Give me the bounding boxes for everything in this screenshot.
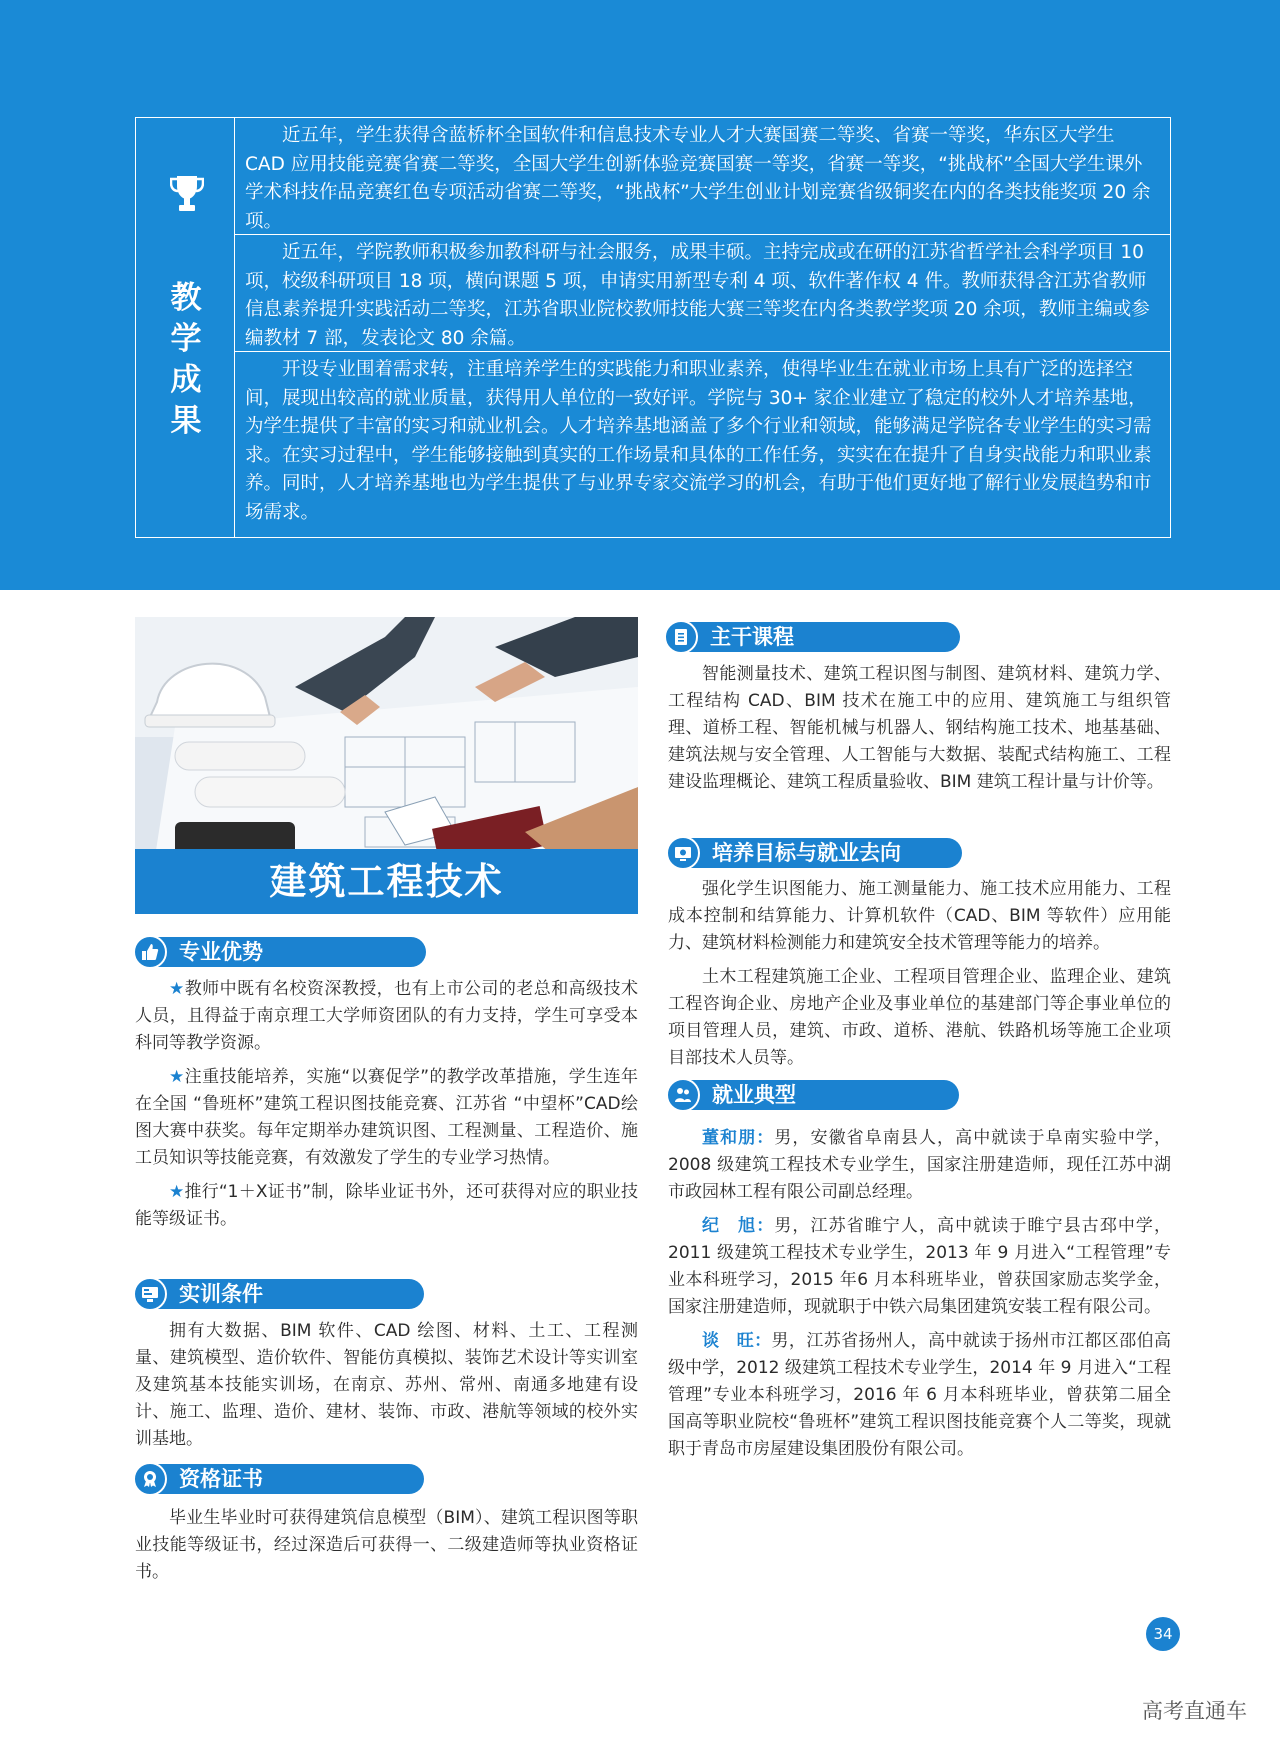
goals-body [668, 876, 1171, 1072]
achievements-rows [235, 118, 1170, 537]
goals-paragraph-abilities: 强化学生识图能力、施工测量能力、施工技术应用能力、工程成本控制和结算能力、计算机软件（CAD、BIM 等软件）应用能力、建筑材料检测能力和建筑安全技术管理等能力的培养。 [668, 879, 1171, 953]
achievements-title-char: 教 [170, 280, 202, 316]
achievements-title-char: 成 [170, 362, 202, 398]
employment-person: 谈 旺：男，江苏省扬州人，高中就读于扬州市江都区邵伯高级中学，2012 级建筑工程技术专业学生，2014 年 9 月进入“工程管理”专业本科班学习，2016 年 6 月本科班毕业，曾获第二届全国高等职业院校“鲁班杯”建筑工程识图技能竞赛个人二等奖，现就职于青岛市房屋建设集团股份有限公司。 [668, 1331, 1172, 1459]
section-title-advantages: 专业优势 [179, 940, 263, 964]
watermark-text: 高考直通车 [1142, 1699, 1247, 1723]
achievements-title-char: 果 [170, 403, 202, 439]
page-number: 34 [1146, 1617, 1180, 1651]
goals-paragraph-employment: 土木工程建筑施工企业、工程项目管理企业、监理企业、建筑工程咨询企业、房地产企业及事业单位的基建部门等企事业单位的项目管理人员，建筑、市政、道桥、港航、铁路机场等施工企业项目部技术人员等。 [668, 967, 1171, 1068]
achievement-row-teachers: 近五年，学院教师积极参加教科研与社会服务，成果丰硕。主持完成或在研的江苏省哲学社会科学项目 10 项，校级科研项目 18 项，横向课题 5 项，申请实用新型专利 4 项、软件著作权 4 件。教师获得含江苏省教师信息素养提升实践活动二等奖，江苏省职业院校教师技能大赛三等奖在内各类教学奖项 20 余项，教师主编或参编教材 7 部，发表论文 80 余篇。 [235, 235, 1170, 352]
advantage-item: ★推行“1＋X证书”制，除毕业证书外，还可获得对应的职业技能等级证书。 [135, 1182, 638, 1229]
book-icon [664, 620, 698, 654]
advantage-item: ★注重技能培养，实施“以赛促学”的教学改革措施，学生连年在全国 “鲁班杯”建筑工程识图技能竞赛、江苏省 “中望杯”CAD绘图大赛中获奖。每年定期举办建筑识图、工程测量、工程造价、施工员知识等技能竞赛，有效激发了学生的专业学习热情。 [135, 1067, 638, 1168]
employment-body [668, 1125, 1171, 1463]
thumbs-up-icon [133, 935, 167, 969]
section-header-certificates [135, 1464, 424, 1494]
achievements-table [135, 117, 1171, 538]
training-body: 拥有大数据、BIM 软件、CAD 绘图、材料、土工、工程测量、建筑模型、造价软件、智能仿真模拟、装饰艺术设计等实训室及建筑基本技能实训场，在南京、苏州、常州、南通多地建有设计、施工、监理、造价、建材、装饰、市政、港航等领域的校外实训基地。 [135, 1321, 638, 1449]
section-header-goals [668, 838, 962, 868]
achievements-title [158, 278, 214, 442]
section-title-courses: 主干课程 [710, 625, 794, 649]
award-badge-icon [133, 1462, 167, 1496]
section-title-employment: 就业典型 [712, 1083, 796, 1107]
achievements-title-char: 学 [170, 321, 202, 357]
trophy-icon [170, 174, 204, 214]
section-title-certificates: 资格证书 [179, 1467, 263, 1491]
major-title: 建筑工程技术 [135, 849, 638, 914]
section-header-courses [666, 622, 960, 652]
target-screen-icon [666, 836, 700, 870]
advantages-body [135, 976, 638, 1233]
people-icon [666, 1078, 700, 1112]
section-title-goals: 培养目标与就业去向 [712, 841, 901, 865]
employment-person: 纪 旭：男，江苏省睢宁人，高中就读于睢宁县古邳中学，2011 级建筑工程技术专业学生，2013 年 9 月进入“工程管理”专业本科班学习，2015 年6 月本科班毕业，曾获国家励志奖学金，国家注册建造师，现就职于中铁六局集团建筑安装工程有限公司。 [668, 1216, 1172, 1317]
advantage-item: ★教师中既有名校资深教授，也有上市公司的老总和高级技术人员，且得益于南京理工大学师资团队的有力支持，学生可享受本科同等教学资源。 [135, 979, 638, 1053]
section-header-training [135, 1279, 424, 1309]
section-header-employment [668, 1080, 959, 1110]
courses-body: 智能测量技术、建筑工程识图与制图、建筑材料、建筑力学、工程结构 CAD、BIM 技术在施工中的应用、建筑施工与组织管理、道桥工程、智能机械与机器人、钢结构施工技术、地基基础、建筑法规与安全管理、人工智能与大数据、装配式结构施工、工程建设监理概论、建筑工程质量验收、BIM 建筑工程计量与计价等。 [668, 664, 1171, 792]
achievements-side-cell [136, 118, 235, 537]
hero-image [135, 617, 638, 914]
section-title-training: 实训条件 [179, 1282, 263, 1306]
employment-person: 董和朋：男，安徽省阜南县人，高中就读于阜南实验中学，2008 级建筑工程技术专业学生，国家注册建造师，现任江苏中湖市政园林工程有限公司副总经理。 [668, 1128, 1172, 1202]
achievement-row-students: 近五年，学生获得含蓝桥杯全国软件和信息技术专业人才大赛国赛二等奖、省赛一等奖，华东区大学生 CAD 应用技能竞赛省赛二等奖，全国大学生创新体验竞赛国赛一等奖，省赛一等奖，“挑战杯”全国大学生课外学术科技作品竞赛红色专项活动省赛二等奖，“挑战杯”大学生创业计划竞赛省级铜奖在内的各类技能奖项 20 余项。 [235, 118, 1170, 235]
certificates-body: 毕业生毕业时可获得建筑信息模型（BIM）、建筑工程识图等职业技能等级证书，经过深造后可获得一、二级建造师等执业资格证书。 [135, 1508, 638, 1582]
section-header-advantages [135, 937, 426, 967]
achievement-row-employment: 开设专业围着需求转，注重培养学生的实践能力和职业素养，使得毕业生在就业市场上具有广泛的选择空间，展现出较高的就业质量，获得用人单位的一致好评。学院与 30+ 家企业建立了稳定的校外人才培养基地，为学生提供了丰富的实习和就业机会。人才培养基地涵盖了多个行业和领域，能够满足学院各专业学生的实习需求。在实习过程中，学生能够接触到真实的工作场景和具体的工作任务，实实在在提升了自身实战能力和职业素养。同时，人才培养基地也为学生提供了与业界专家交流学习的机会，有助于他们更好地了解行业发展趋势和市场需求。 [245, 359, 1152, 523]
lab-icon [133, 1277, 167, 1311]
